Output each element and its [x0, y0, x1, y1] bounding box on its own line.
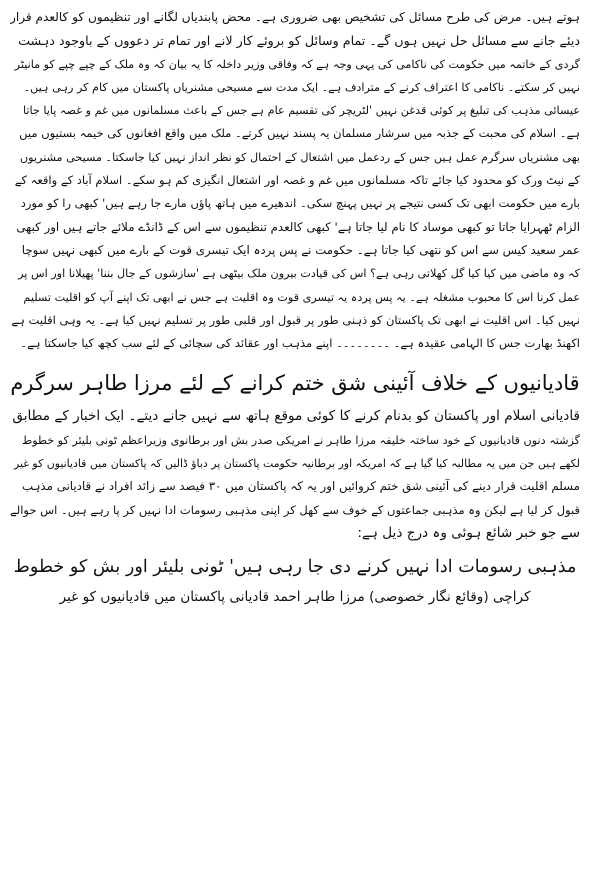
text-line: گزشتہ دنوں قادیانیوں کے خود ساختہ خلیفہ مرزا طاہر نے امریکی صدر بش اور برطانوی وزیراعظم ٹونی بلیئر کو خطوط — [21, 433, 580, 447]
text-line: الزام ٹھہرایا جاتا تو کبھی موساد کا نام لیا جاتا ہے' کبھی کالعدم تنظیموں سے اس کے ڈانڈے ملائے جاتے ہیں اور کبھی — [16, 219, 580, 234]
text-line: دیئے جانے سے مسائل حل نہیں ہوں گے۔ تمام وسائل کو بروئے کار لانے اور تمام تر دعووں کے باوجود دہشت — [18, 33, 580, 49]
news-byline: کراچی (وقائع نگار خصوصی) مرزا طاہر احمد قادیانی پاکستان میں قادیانیوں کو غیر — [59, 589, 531, 606]
text-line: کہ وہ ماضی میں کیا کیا گل کھلاتی رہی ہے؟ اس کی قیادت بیرون ملک بیٹھی ہے 'سازشوں کے جال بننا' پھیلانا اور اس پر — [18, 267, 580, 281]
text-line: ہوتے ہیں۔ مرض کی طرح مسائل کی تشخیص بھی ضروری ہے۔ محض پابندیاں لگانے اور تنظیموں کو کالعدم قرار — [10, 10, 580, 24]
text-line: نہیں کیا۔ اس اقلیت نے ابھی تک پاکستان کو ذہنی طور پر قبول اور قلبی طور پر تسلیم نہیں کیا ہے۔ یہ وہی اقلیت ہے — [11, 312, 580, 327]
text-line: کے نیٹ ورک کو محدود کیا جائے تاکہ مسلمانوں میں غم و غصہ اور اشتعال انگیزی کم ہو سکے۔ اسلام آباد کے واقعہ کے — [14, 173, 580, 188]
text-line: ہے۔ اسلام کی محبت کے جذبہ میں سرشار مسلمان یہ پسند نہیں کرتے۔ ملک میں واقع افغانوں کی خیمہ بستیوں میں — [19, 126, 580, 141]
text-line: لکھے ہیں جن میں یہ مطالبہ کیا گیا ہے کہ امریکہ اور برطانیہ حکومت پاکستان پر دباؤ ڈالیں کہ پاکستان میں قادیانیوں کو غیر — [13, 457, 580, 471]
text-line: عیسائی مذہب کی تبلیغ پر کوئی قدغن نہیں 'لٹریچر کی تقسیم عام ہے جس کے باعث مسلمانوں میں غم و غصہ پایا جاتا — [22, 104, 580, 118]
text-line: نہیں کر سکتے۔ ناکامی کا اعتراف کرنے کے مترادف ہے۔ ایک مدت سے مسیحی مشنریاں پاکستان میں کام کر رہی ہیں۔ — [23, 80, 580, 94]
text-line: بھی مشنریاں سرگرم عمل ہیں جس کے ردعمل میں اشتعال کے احتمال کو نظر انداز نہیں کیا جاسکتا۔ مسیحی مشنریوں — [19, 150, 580, 164]
text-line: اکھنڈ بھارت جس کا الہامی عقیدہ ہے۔ ۔۔۔۔۔۔۔۔ اپنے مذہب اور عقائد کی سچائی کے لئے سب کچھ کیا جاسکتا ہے۔ — [20, 336, 580, 351]
text-line: بارے میں حکومت ابھی تک کسی نتیجے پر نہیں پہنچ سکی۔ اندھیرے میں ہاتھ پاؤں مارے جا رہے ہیں' کبھی را کو مورد — [20, 196, 580, 211]
text-line: قبول کر لیا ہے لیکن وہ مذہبی جماعتوں کے خوف سے کھل کر اپنی مذہبی رسومات ادا نہیں کر پا رہے ہیں۔ اس حوالے — [10, 502, 580, 517]
section-headline: قادیانیوں کے خلاف آئینی شق ختم کرانے کے لئے مرزا طاہر سرگرم — [10, 371, 580, 396]
text-line: عمل کرنا اس کا محبوب مشغلہ ہے۔ یہ پس پردہ یہ تیسری قوت وہ اقلیت ہے جس نے ابھی تک اپنے آپ کو اقلیت تسلیم — [23, 290, 580, 304]
article-body-news — [10, 405, 580, 545]
text-line: گردی کے خاتمہ میں حکومت کی ناکامی کی یہی وجہ ہے کہ وفاقی وزیر داخلہ کا یہ بیان کہ وہ ملک کے چپے چپے کو مانیٹر — [14, 57, 580, 71]
text-line: عمر سعید کیس سے اس کو نتھی کیا جاتا ہے۔ حکومت نے پس پردہ ایک تیسری قوت کے بارے میں کبھی نہیں سوچا — [21, 242, 580, 257]
text-line: مسلم اقلیت قرار دینے کی آئینی شق ختم کروائیں اور یہ کہ پاکستان میں ۳۰ فیصد سے زائد افراد نے قادیانی مذہب — [21, 479, 580, 494]
article-body-opinion — [10, 6, 580, 355]
text-line: سے جو خبر شائع ہوئی وہ درج ذیل ہے: — [357, 524, 580, 541]
news-subheadline: مذہبی رسومات ادا نہیں کرنے دی جا رہی ہیں' ٹونی بلیئر اور بش کو خطوط — [13, 557, 577, 578]
text-line: قادیانی اسلام اور پاکستان کو بدنام کرنے کا کوئی موقع ہاتھ سے نہیں جانے دیتے۔ ایک اخبار کے مطابق — [12, 408, 580, 425]
